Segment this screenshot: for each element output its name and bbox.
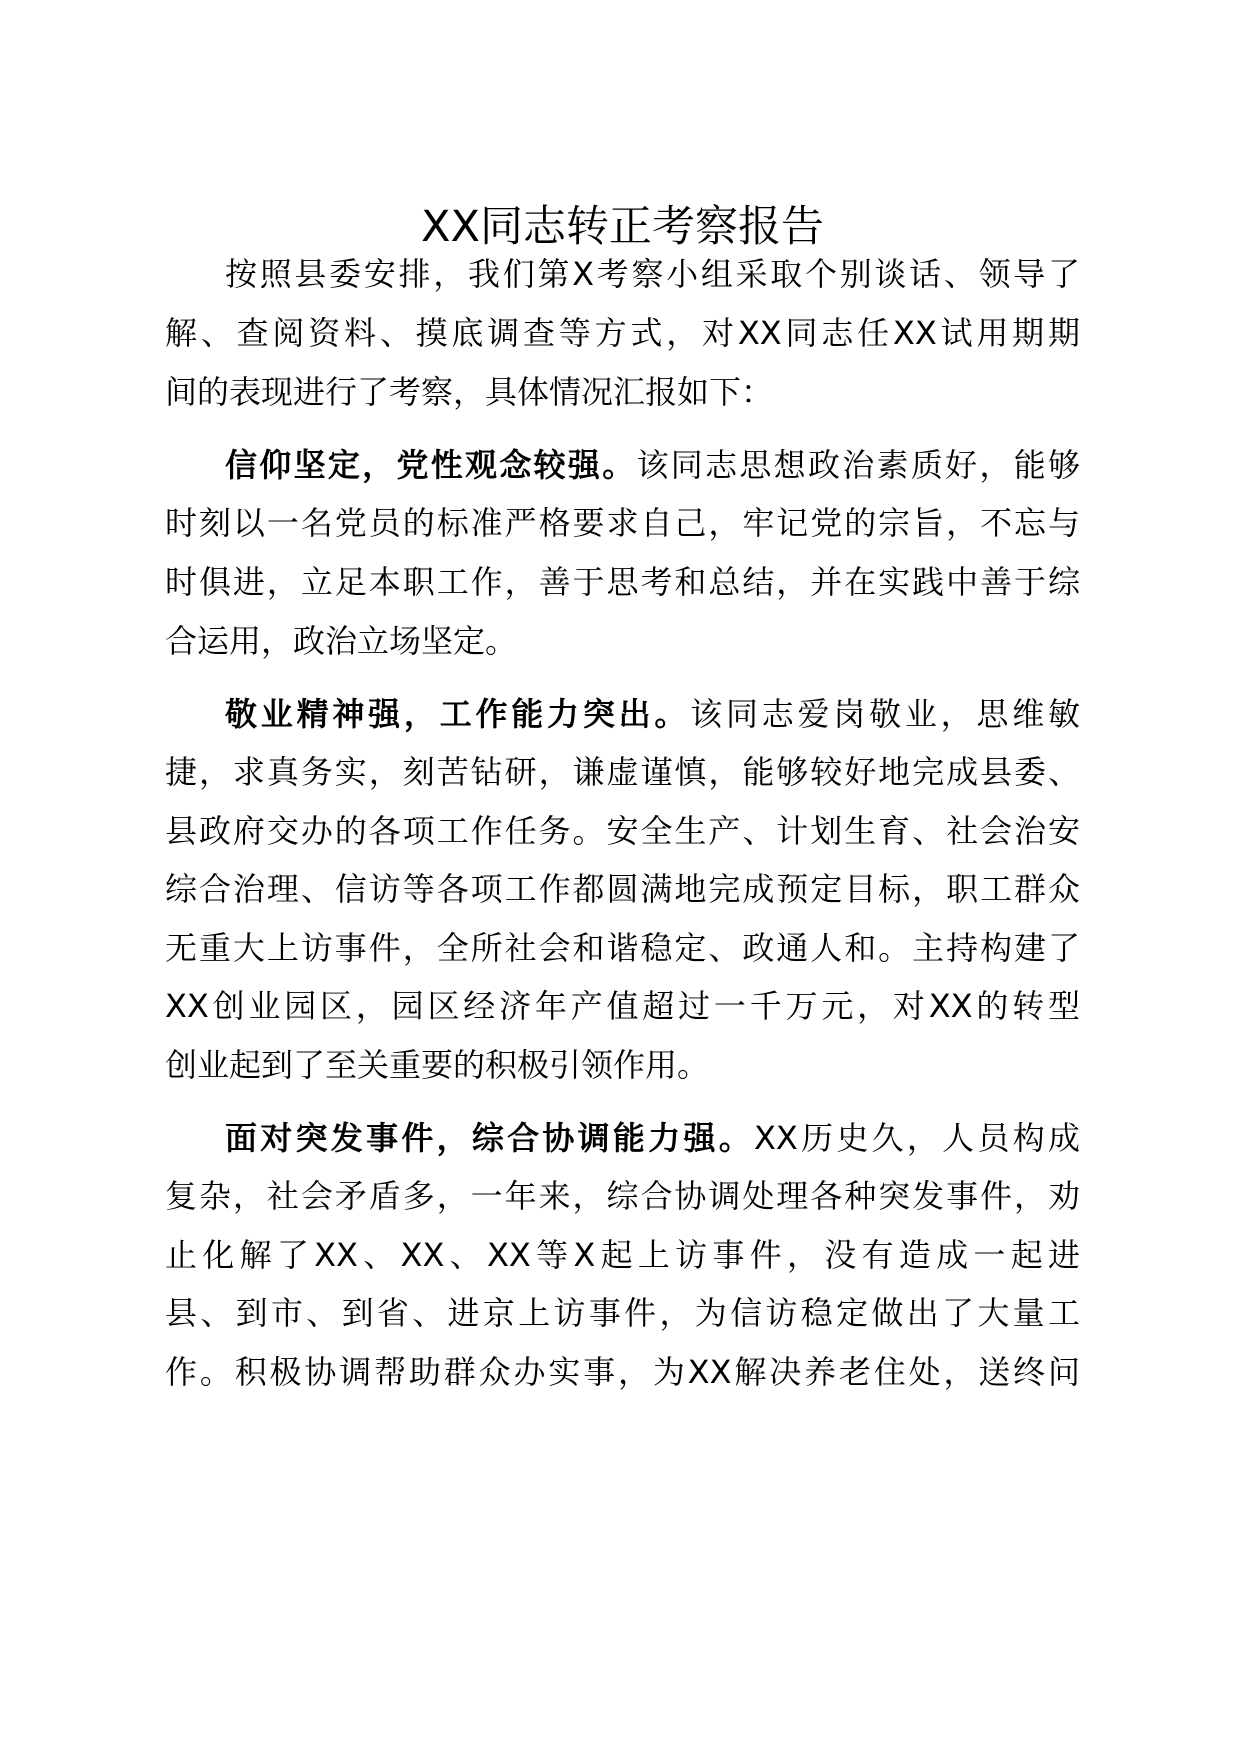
intro-line: 解、查阅资料、摸底调查等方式，对XX同志任XX试用期期	[165, 314, 1080, 352]
section2-line: 综合治理、信访等各项工作都圆满地完成预定目标，职工群众	[165, 870, 1080, 908]
section2-heading: 敬业精神强，工作能力突出。	[225, 695, 691, 733]
section1-first-text: 该同志思想政治素质好，能够	[636, 446, 1080, 484]
section1-heading: 信仰坚定，党性观念较强。	[225, 446, 637, 484]
section3-line: 复杂，社会矛盾多，一年来，综合协调处理各种突发事件，劝	[165, 1177, 1080, 1215]
section2-first-line	[225, 689, 1080, 739]
section2-line: XX创业园区，园区经济年产值超过一千万元，对XX的转型	[165, 987, 1080, 1025]
document-title: XX同志转正考察报告	[421, 202, 824, 252]
section3-first-text: XX历史久，人员构成	[754, 1119, 1080, 1157]
section3-first-line	[225, 1113, 1080, 1163]
section1-line: 合运用，政治立场坚定。	[165, 622, 518, 660]
section2-first-text: 该同志爱岗敬业，思维敏	[690, 695, 1080, 733]
section3-line: 止化解了XX、XX、XX等X起上访事件，没有造成一起进	[165, 1236, 1080, 1274]
section3-heading: 面对突发事件，综合协调能力强。	[225, 1119, 754, 1157]
section3-line: 作。积极协调帮助群众办实事，为XX解决养老住处，送终问	[165, 1353, 1080, 1391]
section2-line: 县政府交办的各项工作任务。安全生产、计划生育、社会治安	[165, 812, 1080, 850]
intro-line: 间的表现进行了考察，具体情况汇报如下：	[165, 373, 774, 411]
section2-line: 无重大上访事件，全所社会和谐稳定、政通人和。主持构建了	[165, 929, 1080, 967]
intro-line: 按照县委安排，我们第X考察小组采取个别谈话、领导了	[225, 255, 1080, 293]
section1-first-line	[225, 440, 1080, 490]
section2-line: 创业起到了至关重要的积极引领作用。	[165, 1046, 710, 1084]
section1-line: 时俱进，立足本职工作，善于思考和总结，并在实践中善于综	[165, 563, 1080, 601]
section2-line: 捷，求真务实，刻苦钻研，谦虚谨慎，能够较好地完成县委、	[165, 753, 1080, 791]
section1-line: 时刻以一名党员的标准严格要求自己，牢记党的宗旨，不忘与	[165, 504, 1080, 542]
section3-line: 县、到市、到省、进京上访事件，为信访稳定做出了大量工	[165, 1294, 1080, 1332]
